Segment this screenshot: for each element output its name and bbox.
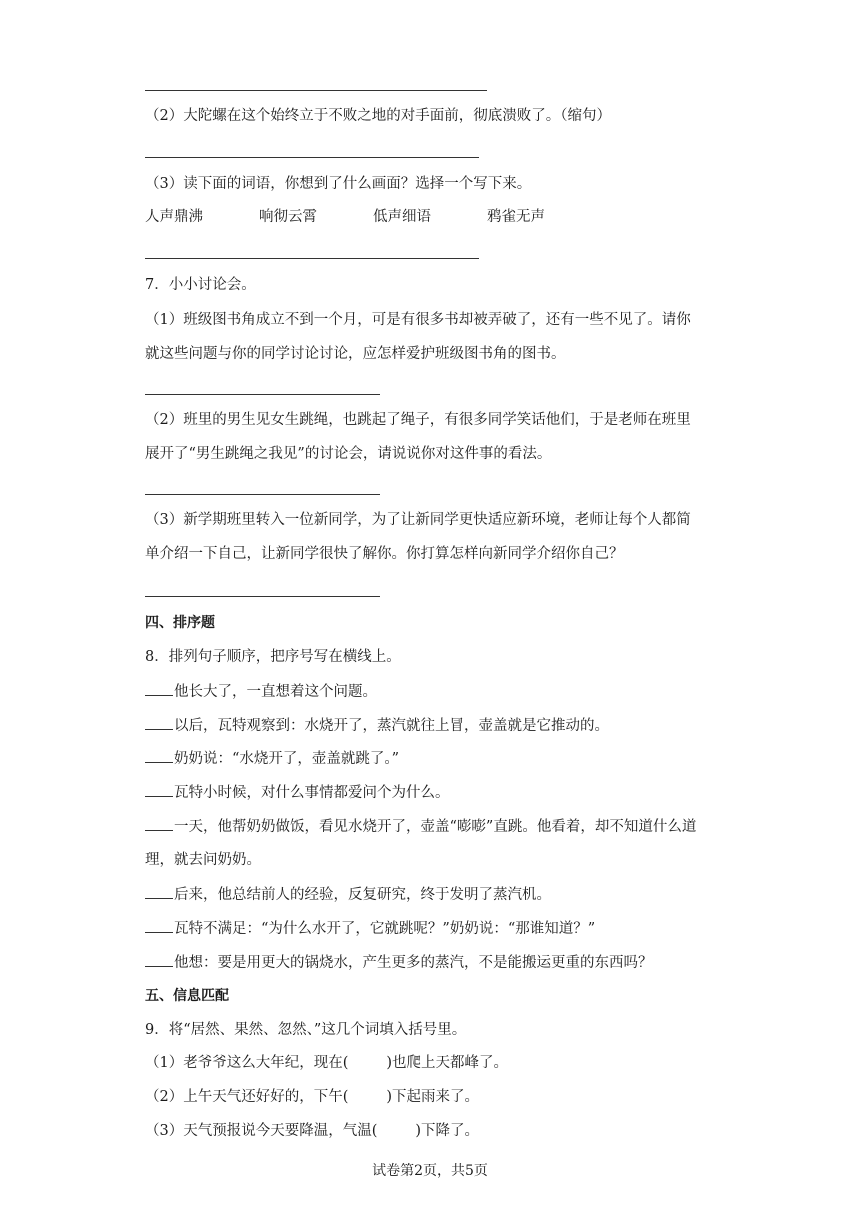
answer-blank[interactable] [145,816,173,831]
word: 鸦雀无声 [487,209,545,225]
q9-sub1: （1）老爷爷这么大年纪，现在( )也爬上天都峰了。 [145,1055,509,1071]
answer-blank[interactable] [145,952,173,967]
q7-sub2-line1: （2）班里的男生见女生跳绳，也跳起了绳子，有很多同学笑话他们，于是老师在班里 [145,412,691,428]
section-heading: 五、信息匹配 [145,988,229,1004]
q7-sub3-line2: 单介绍一下自己，让新同学很快了解你。你打算怎样向新同学介绍你自己？ [145,546,624,562]
answer-blank[interactable] [145,918,173,933]
answer-line [145,258,479,259]
answer-line [145,90,487,91]
answer-blank[interactable] [145,681,173,696]
q9-sub3: （3）天气预报说今天要降温，气温( )下降了。 [145,1123,480,1139]
answer-blank[interactable] [145,715,173,730]
answer-blank[interactable] [145,884,173,899]
word: 低声细语 [373,209,431,225]
q9-sub2: （2）上午天气还好好的，下午( )下起雨来了。 [145,1089,480,1105]
answer-blank[interactable] [145,782,173,797]
q7-sub3-line1: （3）新学期班里转入一位新同学，为了让新同学更快适应新环境，老师让每个人都简 [145,512,691,528]
q7-title: 7．小小讨论会。 [145,277,256,293]
answer-line [145,157,479,158]
answer-line [145,394,380,395]
order-line-cont: 理，就去问奶奶。 [145,852,261,868]
order-line: 他想：要是用更大的锅烧水，产生更多的蒸汽，不是能搬运更重的东西吗？ [145,952,653,973]
order-line: 后来，他总结前人的经验，反复研究，终于发明了蒸汽机。 [145,884,551,905]
answer-line [145,596,380,597]
order-line: 一天，他帮奶奶做饭，看见水烧开了，壶盖“嘭嘭”直跳。他看着，却不知道什么道 [145,816,696,837]
q6-sub3: （3）读下面的词语，你想到了什么画面？选择一个写下来。 [145,176,532,192]
q7-sub2-line2: 展开了“男生跳绳之我见”的讨论会，请说说你对这件事的看法。 [145,446,552,462]
q6-sub2: （2）大陀螺在这个始终立于不败之地的对手面前，彻底溃败了。（缩句） [145,108,611,124]
q7-sub1-line2: 就这些问题与你的同学讨论讨论，应怎样爱护班级图书角的图书。 [145,346,566,362]
order-line: 瓦特小时候，对什么事情都爱问个为什么。 [145,782,450,803]
word: 人声鼎沸 [145,209,203,225]
q8-title: 8．排列句子顺序，把序号写在横线上。 [145,649,401,665]
answer-blank[interactable] [145,748,173,763]
q7-sub1-line1: （1）班级图书角成立不到一个月，可是有很多书却被弄破了，还有一些不见了。请你 [145,312,691,328]
section-heading: 四、排序题 [145,615,215,631]
page-footer: 试卷第2页，共5页 [372,1163,488,1179]
order-line: 奶奶说：“水烧开了，壶盖就跳了。” [145,748,399,769]
word: 响彻云霄 [259,209,317,225]
word-list [145,207,601,227]
order-line: 他长大了，一直想着这个问题。 [145,681,377,702]
q9-title: 9．将“居然、果然、忽然、”这几个词填入括号里。 [145,1022,467,1038]
order-line: 瓦特不满足：“为什么水开了，它就跳呢？”奶奶说：“那谁知道？” [145,918,595,939]
order-line: 以后，瓦特观察到：水烧开了，蒸汽就往上冒，壶盖就是它推动的。 [145,715,609,736]
answer-line [145,494,380,495]
